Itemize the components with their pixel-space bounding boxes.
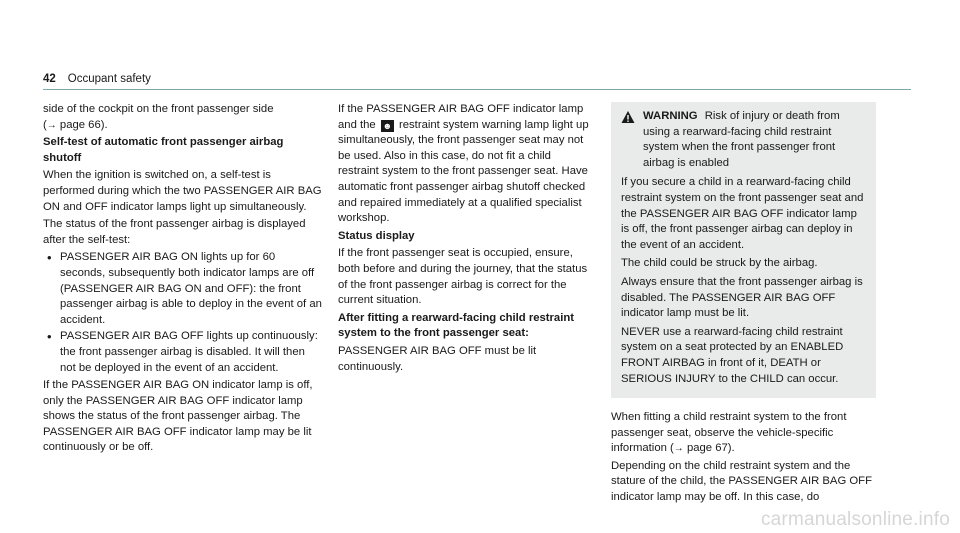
- page-reference-link[interactable]: page 67).: [686, 442, 735, 455]
- paragraph-text: If the PASSENGER AIR BAG OFF indicator lamp and the: [338, 103, 584, 131]
- paragraph-text: restraint system warning lamp light up simultaneously, the front passenger seat may not be used. Also in this case, do not fit a child restraint system to the front passenger seat. Have automatic front passenger airbag shutoff checked and repaired immediately at a qualified specialist workshop.: [338, 118, 589, 225]
- warning-paragraph: NEVER use a rearward-facing child restraint system on a seat protected by an ENABLED FRONT AIRBAG in front of it, DEATH or SERIOUS INJURY to the CHILD can occur.: [621, 325, 844, 385]
- paragraph: [338, 102, 594, 227]
- column-middle: [338, 102, 594, 377]
- header-divider: [43, 89, 911, 90]
- column-left: [43, 102, 323, 458]
- section-heading: After fitting a rearward-facing child restraint system to the front passenger seat:: [338, 311, 575, 340]
- warning-lead-text: Risk of injury or death from using a rearward-facing child restraint system when the front passenger front airbag is enabled: [643, 110, 840, 169]
- paragraph: side of the cockpit on the front passenger side (→ page 66).: [43, 103, 274, 131]
- warning-box: [611, 102, 876, 398]
- paragraph: If the PASSENGER AIR BAG ON indicator lamp is off, only the PASSENGER AIR BAG OFF indicator lamp shows the status of the front passenger airbag. The PASSENGER AIR BAG OFF indicator lamp may be lit continuously or be off.: [43, 379, 313, 454]
- paragraph: The status of the front passenger airbag is displayed after the self-test:: [43, 218, 306, 246]
- warning-lead: [643, 109, 866, 171]
- page-header: [43, 72, 151, 88]
- warning-title: WARNING: [643, 110, 698, 122]
- paragraph: PASSENGER AIR BAG OFF must be lit continuously.: [338, 344, 537, 373]
- warning-paragraph: If you secure a child in a rearward-facing child restraint system on the front passenger seat and the PASSENGER AIR BAG OFF indicator lamp is off, the front passenger airbag can deploy in the event of an accident.: [621, 176, 864, 251]
- list-item: • PASSENGER AIR BAG ON lights up for 60 seconds, subsequently both indicator lamps are off (PASSENGER AIR BAG ON and OFF): the front passenger airbag is able to deploy in the event of an accident.: [43, 250, 323, 328]
- watermark-logo: carmanualsonline.info: [760, 509, 950, 531]
- bullet-list: [43, 250, 323, 376]
- page-number: 42: [43, 73, 56, 85]
- warning-paragraph: The child could be struck by the airbag.: [621, 257, 818, 270]
- paragraph: Depending on the child restraint system and the stature of the child, the PASSENGER AIR BAG OFF indicator lamp may be off. In this case, do: [611, 459, 872, 504]
- warning-triangle-icon: [621, 110, 635, 124]
- paragraph-text: side of the cockpit on the front passenger side: [43, 103, 274, 115]
- paragraph: When the ignition is switched on, a self-test is performed during which the two PASSENGER AIR BAG ON and OFF indicator lamps light up simultaneously.: [43, 169, 322, 213]
- column-right: [611, 102, 876, 508]
- section-heading: Self-test of automatic front passenger airbag shutoff: [43, 136, 284, 164]
- list-item: • PASSENGER AIR BAG OFF lights up continuously: the front passenger airbag is disabled. It will then not be deployed in the event of an accident.: [43, 329, 323, 376]
- page-reference-link[interactable]: page 66).: [59, 118, 108, 131]
- arrow-right-icon: →: [46, 119, 57, 131]
- warning-paragraph: Always ensure that the front passenger airbag is disabled. The PASSENGER AIR BAG OFF indicator lamp must be lit.: [621, 275, 863, 320]
- warning-header: [621, 109, 866, 171]
- paragraph-text: When fitting a child restraint system to the front passenger seat, observe the vehicle-specific information: [611, 411, 847, 455]
- paragraph: If the front passenger seat is occupied, ensure, both before and during the journey, that the status of the front passenger airbag is correct for the current situation.: [338, 247, 588, 307]
- section-title: Occupant safety: [67, 73, 151, 85]
- paragraph: When fitting a child restraint system to the front passenger seat, observe the vehicle-specific information (→ page 67).: [611, 411, 847, 455]
- restraint-system-warning-icon: ☻: [382, 120, 393, 131]
- arrow-right-icon: →: [673, 443, 684, 455]
- section-heading: Status display: [338, 229, 415, 242]
